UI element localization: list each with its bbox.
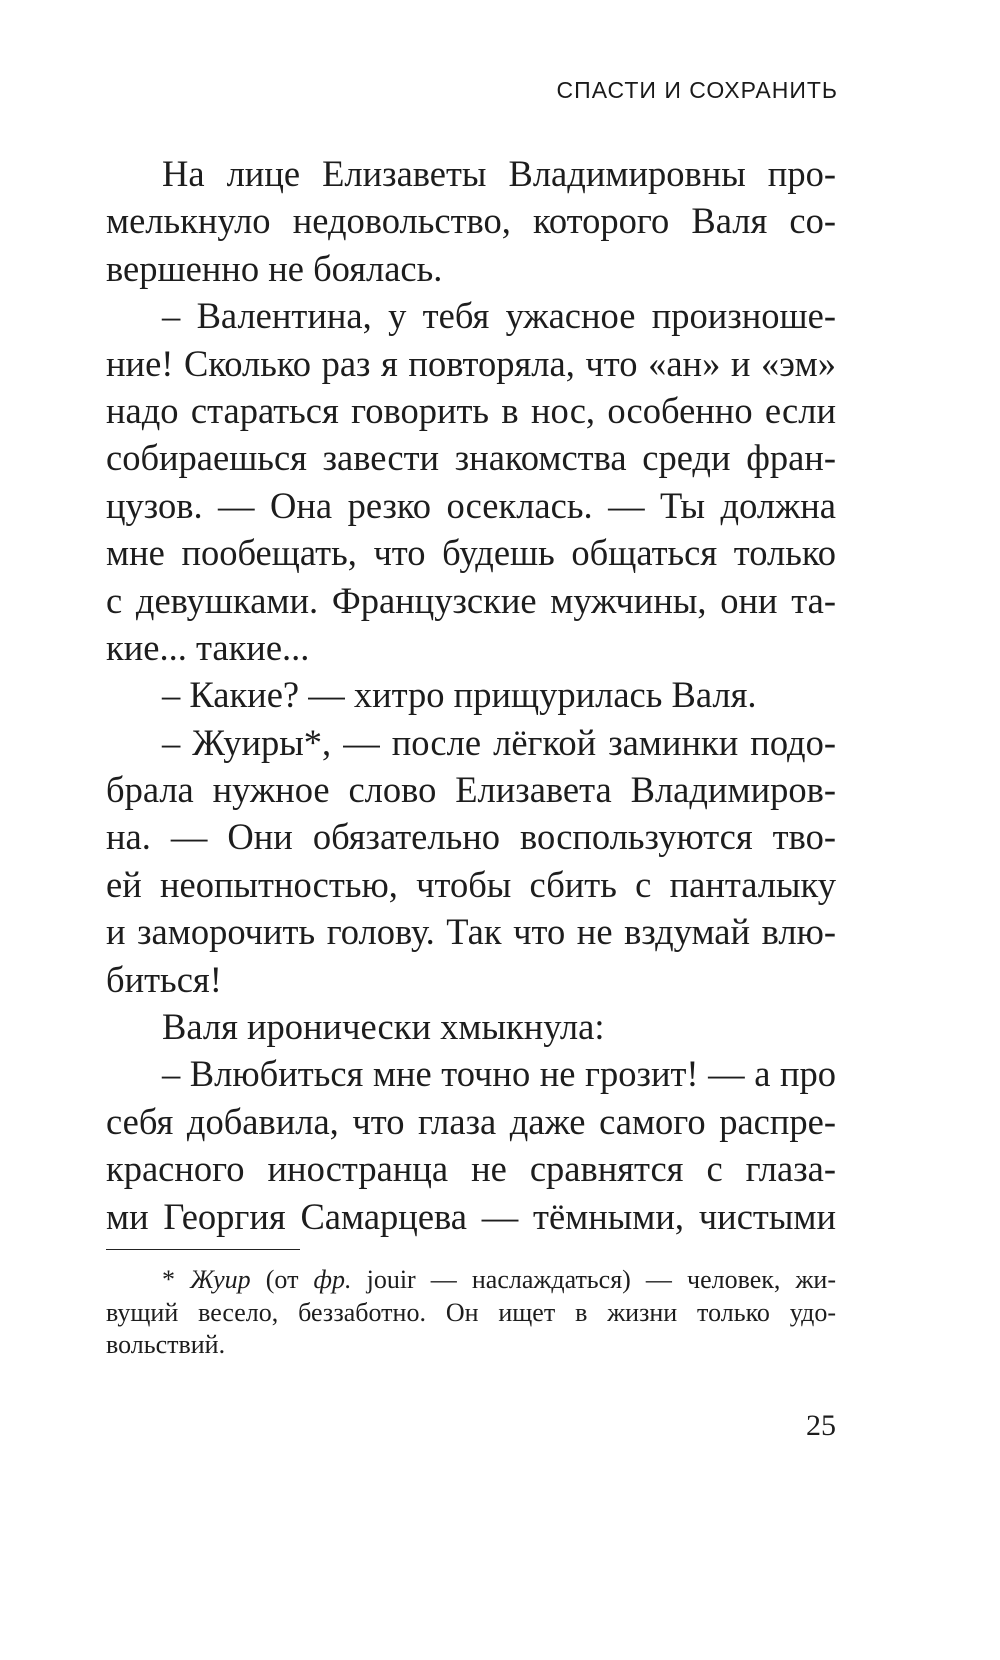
footnote-separator: [106, 1249, 300, 1250]
text-line: – Какие? — хитро прищурилась Валя.: [162, 674, 757, 716]
text-line: вершенно не боялась.: [106, 247, 443, 289]
text-line: Валя иронически хмыкнула:: [162, 1006, 605, 1048]
text-line: с девушками. Французские мужчины, они та-: [106, 579, 836, 621]
text-line: на. — Они обязательно воспользуются тво-: [106, 816, 836, 858]
text-line: и заморочить голову. Так что не вздумай влю-: [106, 911, 836, 953]
text-line: надо стараться говорить в нос, особенно если: [106, 389, 836, 431]
text-line: кие... такие...: [106, 626, 310, 668]
text-line: – Жуиры*, — после лёгкой заминки подо-: [162, 721, 836, 763]
footnote-abbr: фр.: [313, 1265, 352, 1294]
text-line: – Влюбиться мне точно не грозит! — а про: [162, 1053, 836, 1095]
page-number: 25: [806, 1409, 836, 1442]
text-line: ние! Сколько раз я повторяла, что «ан» и «эм»: [106, 342, 836, 384]
footnote: [106, 1264, 836, 1362]
footnote-line: вольствий.: [106, 1330, 226, 1359]
footnote-line: вущий весело, беззаботно. Он ищет в жизни только удо-: [106, 1297, 836, 1327]
running-head: СПАСТИ И СОХРАНИТЬ: [556, 77, 838, 103]
footnote-line: [106, 1264, 836, 1297]
footnote-marker: *: [162, 1265, 191, 1294]
text-line: – Валентина, у тебя ужасное произноше-: [162, 295, 836, 337]
text-line: брала нужное слово Елизавета Владимиров-: [106, 769, 836, 811]
text-line: цузов. — Она резко осеклась. — Ты должна: [106, 484, 836, 526]
text-line: собираешься завести знакомства среди фран-: [106, 437, 836, 479]
text-line: себя добавила, что глаза даже самого распре-: [106, 1100, 836, 1142]
footnote-text: (от: [250, 1265, 314, 1294]
text-line: красного иностранца не сравнятся с глаза-: [106, 1148, 836, 1190]
text-line: ми Георгия Самарцева — тёмными, чистыми: [106, 1195, 836, 1237]
body-text: [106, 150, 836, 1240]
text-line: На лице Елизаветы Владимировны про-: [162, 153, 836, 194]
footnote-text: jouir — наслаждаться) — человек, жи-: [351, 1265, 836, 1294]
text-line: мне пообещать, что будешь общаться только: [106, 532, 836, 574]
text-line: биться!: [106, 958, 222, 1000]
footnote-term: Жуир: [190, 1265, 251, 1294]
text-line: мелькнуло недовольство, которого Валя со-: [106, 200, 836, 242]
text-line: ей неопытностью, чтобы сбить с панталыку: [106, 863, 836, 905]
